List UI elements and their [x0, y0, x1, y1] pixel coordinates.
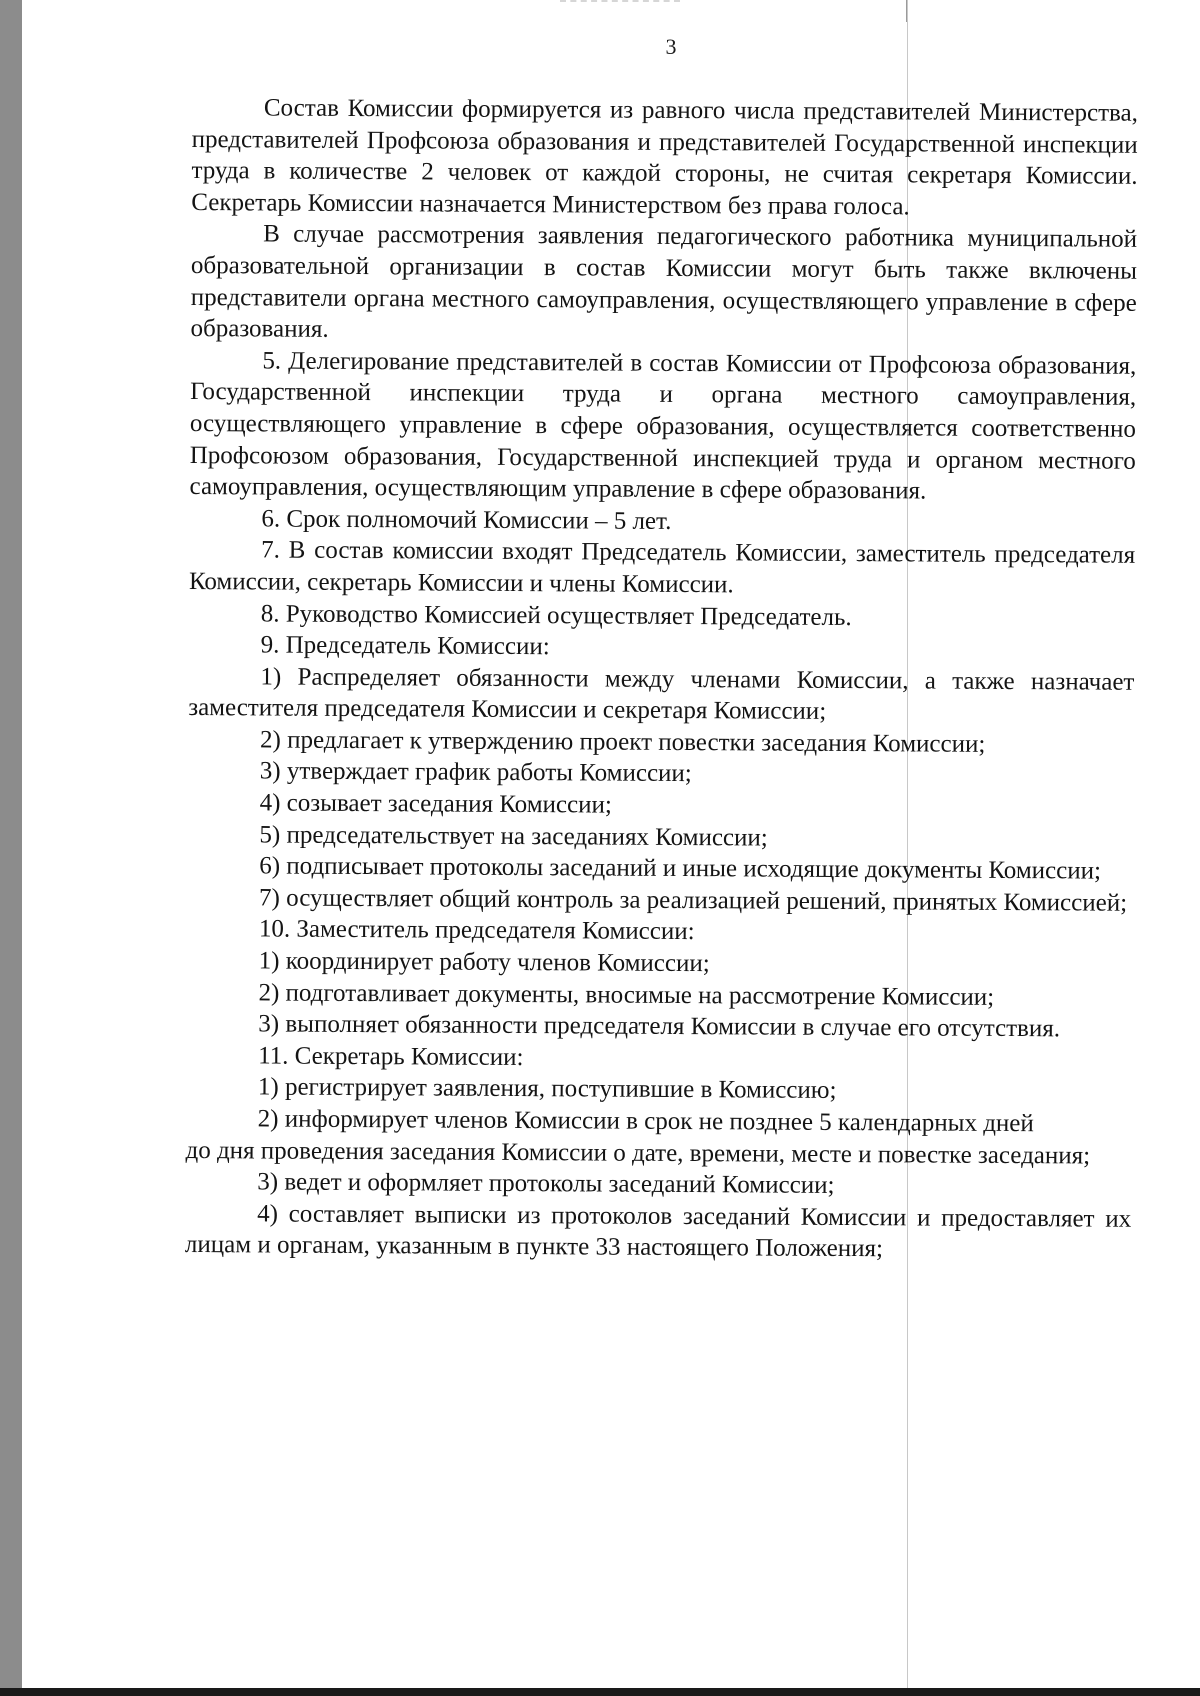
paragraph: 1) Распределяет обязанности между членами Комиссии, а также назначает заместителя председателя Комиссии и секретаря Комиссии;: [188, 663, 1135, 726]
paragraph: 3) ведет и оформляет протоколы заседаний Комиссии;: [257, 1168, 835, 1200]
paragraph: 1) координирует работу членов Комиссии;: [258, 947, 710, 978]
paragraph: 1) регистрирует заявления, поступившие в Комиссию;: [257, 1073, 837, 1105]
paragraph: 8. Руководство Комиссией осуществляет Председатель.: [260, 599, 852, 631]
paragraph: до дня проведения заседания Комиссии о дате, времени, месте и повестке заседания;: [185, 1136, 1091, 1170]
page-number: 3: [665, 34, 677, 59]
paragraph: 2) предлагает к утверждению проект повестки заседания Комиссии;: [259, 726, 986, 758]
paragraph: 2) подготавливает документы, вносимые на рассмотрение Комиссии;: [258, 979, 995, 1011]
paragraph: 9. Председатель Комиссии:: [260, 631, 550, 661]
paragraph: 5. Делегирование представителей в состав Комиссии от Профсоюза образования, Государственной инспекции труда и органа местного самоуправления, осуществляющего управление в сфере образования, осуществляется соответственно Профсоюзом образования, Государственной инспекцией труда и органом местного самоуправления, осуществляющим управление в сфере образования.: [189, 347, 1137, 505]
paragraph: 4) созывает заседания Комиссии;: [259, 789, 612, 819]
paragraph: В случае рассмотрения заявления педагогического работника муниципальной образовательной организации в состав Комиссии могут быть также включены представители органа местного самоуправления, осуществляющего управление в сфере образования.: [190, 220, 1138, 343]
paragraph: 3) утверждает график работы Комиссии;: [259, 757, 692, 788]
document-body: [185, 92, 1138, 1267]
paragraph: 11. Секретарь Комиссии:: [258, 1042, 524, 1071]
paragraph: 2) информирует членов Комиссии в срок не позднее 5 календарных дней: [257, 1105, 1034, 1138]
scan-bottom-border: [0, 1688, 1200, 1696]
scan-left-border: [0, 0, 22, 1696]
paragraph: 7) осуществляет общий контроль за реализацией решений, принятых Комиссией;: [258, 884, 1128, 917]
paragraph: 3) выполняет обязанности председателя Комиссии в случае его отсутствия.: [258, 1010, 1061, 1043]
paragraph: 7. В состав комиссии входят Председатель Комиссии, заместитель председателя Комиссии, секретарь Комиссии и члены Комиссии.: [188, 536, 1136, 599]
paragraph: 4) составляет выписки из протоколов заседаний Комиссии и предоставляет их лицам и органам, указанным в пункте 33 настоящего Положения;: [184, 1200, 1132, 1263]
paragraph: 5) председательствует на заседаниях Комиссии;: [259, 821, 768, 852]
paragraph: 6. Срок полномочий Комиссии – 5 лет.: [261, 505, 672, 535]
paragraph: Состав Комиссии формируется из равного числа представителей Министерства, представителей Профсоюза образования и представителей Государственной инспекции труда в количестве 2 человек от каждой стороны, не считая секретаря Комиссии. Секретарь Комиссии назначается Министерством без права голоса.: [191, 94, 1138, 221]
paragraph: 6) подписывает протоколы заседаний и иные исходящие документы Комиссии;: [259, 852, 1102, 885]
scan-top-mark: [560, 0, 680, 5]
paragraph: 10. Заместитель председателя Комиссии:: [258, 915, 695, 946]
